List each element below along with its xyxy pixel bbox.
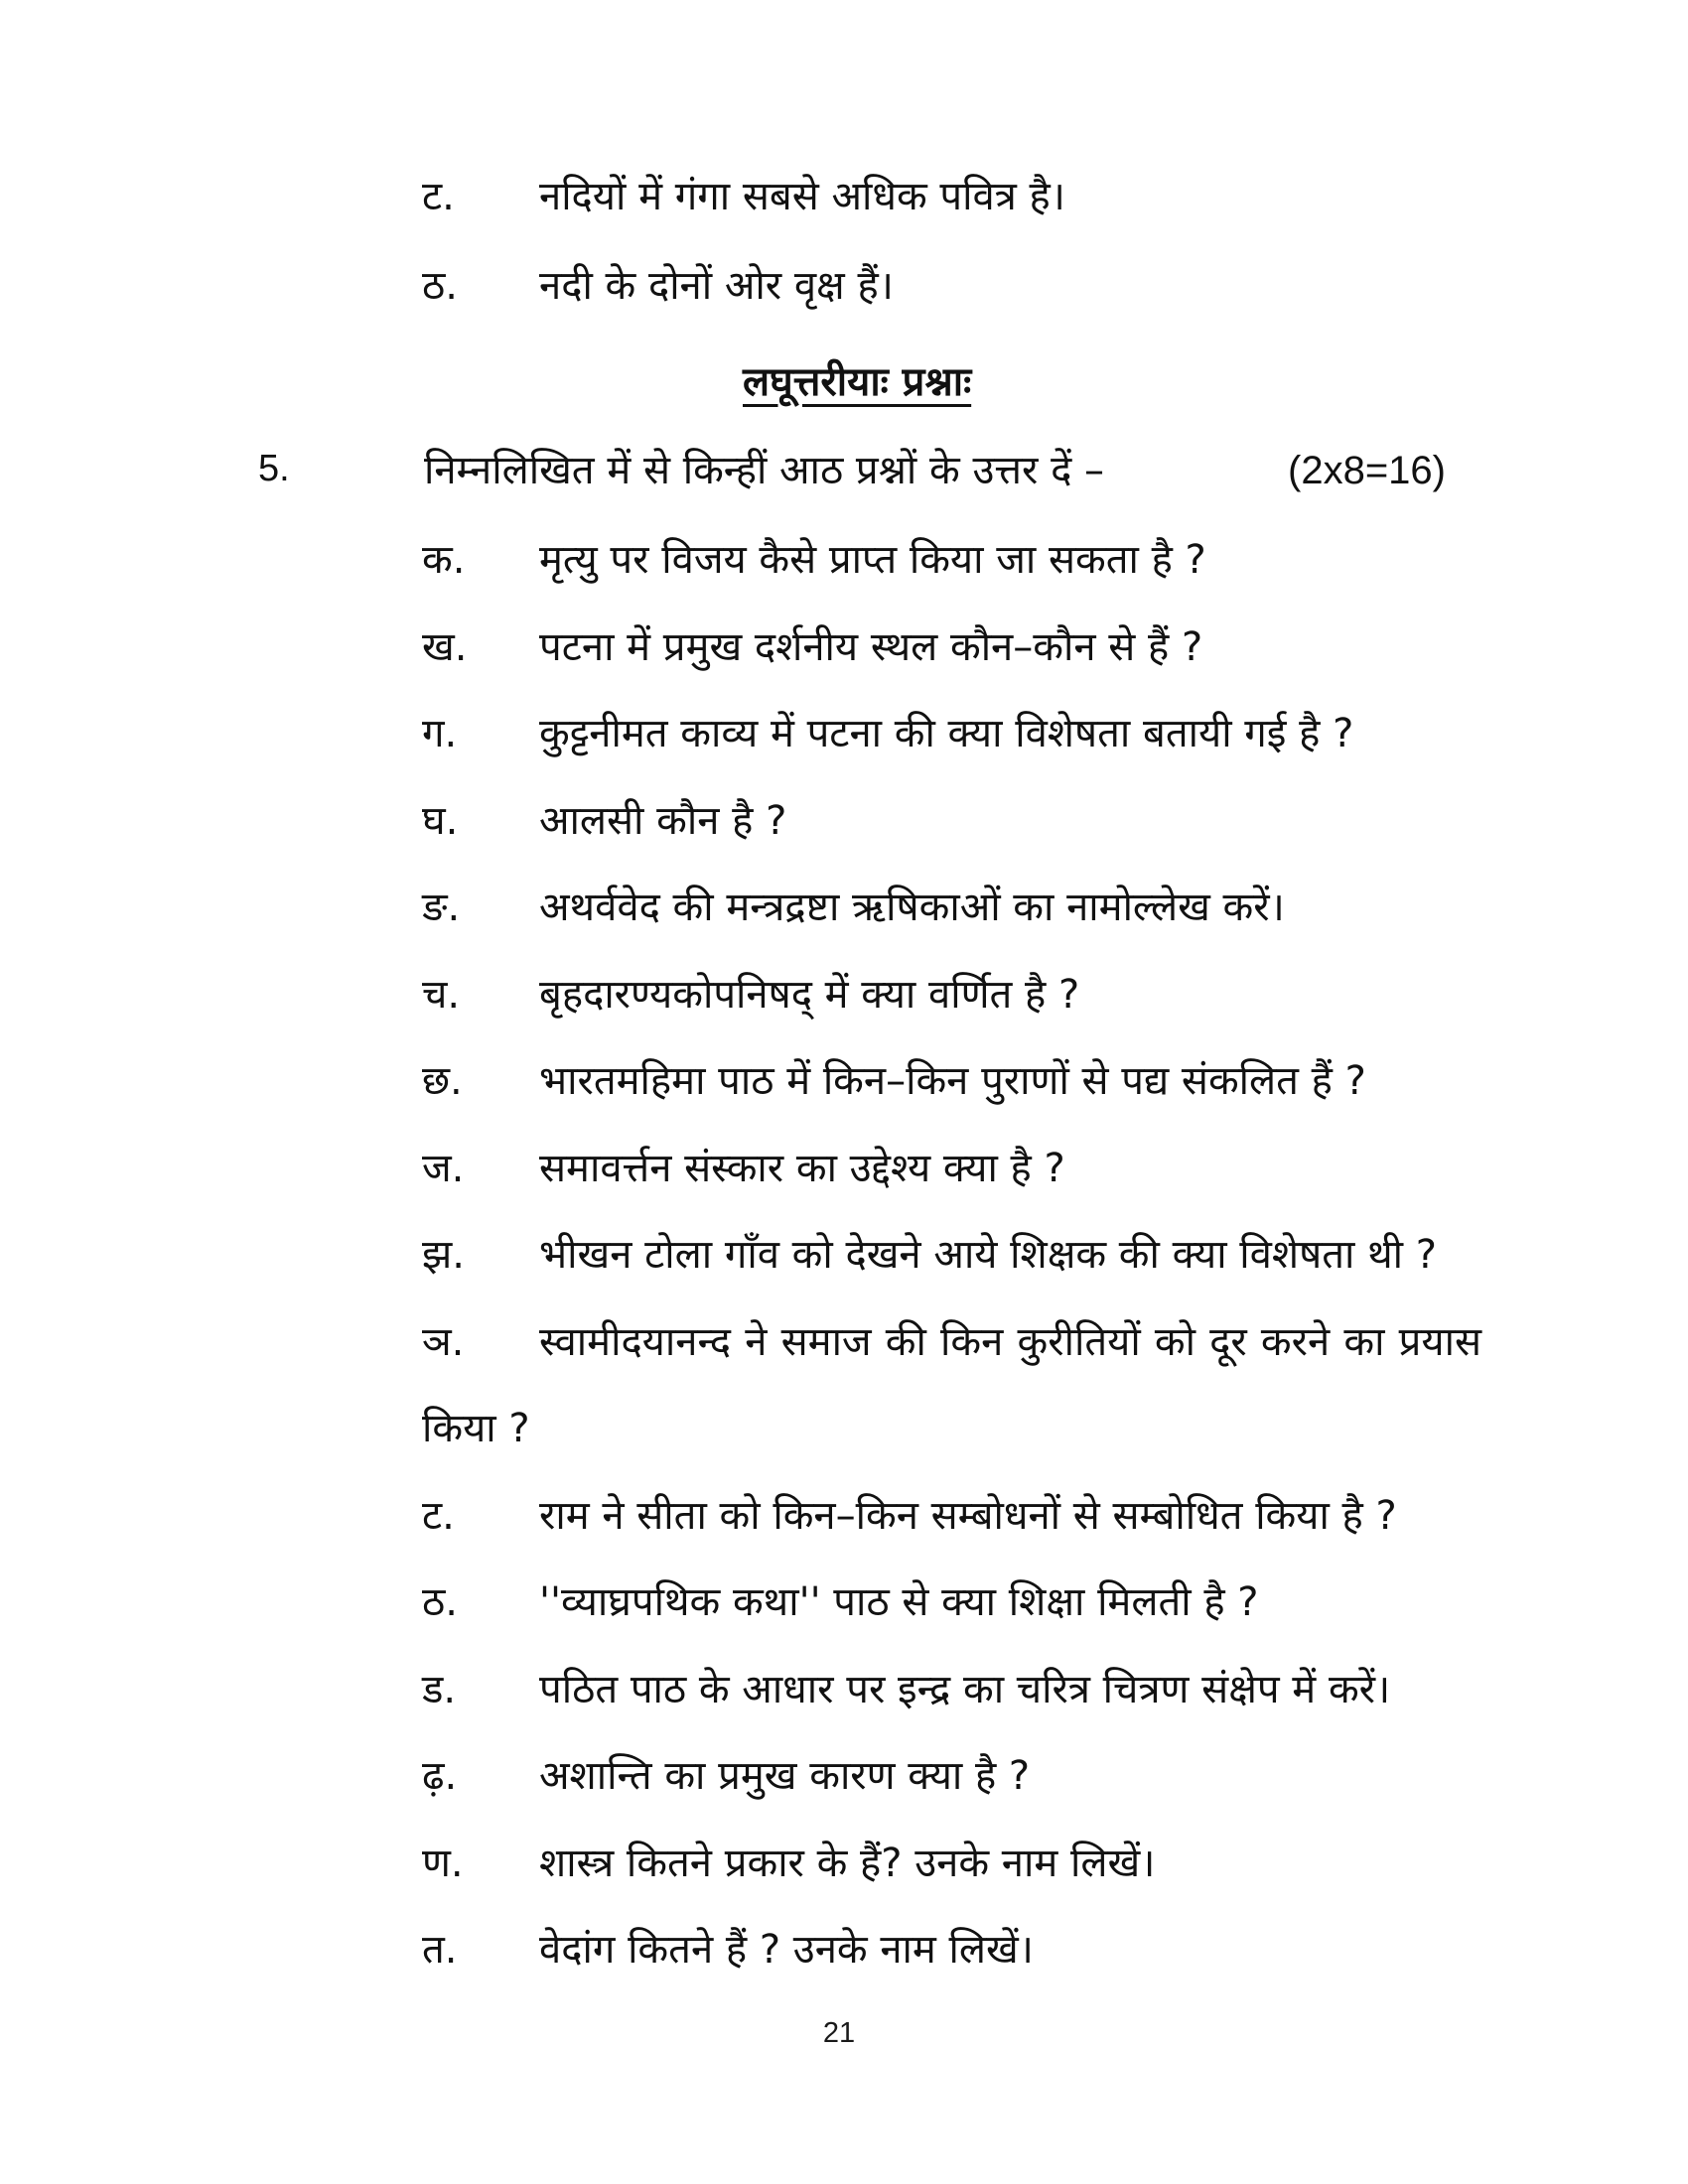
list-item-text: पटना में प्रमुख दर्शनीय स्थल कौन–कौन से हैं ? [539, 624, 1203, 670]
list-item-text: वेदांग कितने हैं ? उनके नाम लिखें। [539, 1927, 1034, 1973]
list-item-label: ज. [422, 1146, 465, 1191]
list-item-label: ङ. [422, 885, 461, 930]
question-instruction: निम्नलिखित में से किन्हीं आठ प्रश्नों के उत्तर दें – [424, 448, 1105, 493]
list-item-text: मृत्यु पर विजय कैसे प्राप्त किया जा सकता है ? [539, 537, 1206, 583]
list-item-text: नदी के दोनों ओर वृक्ष हैं। [539, 263, 894, 309]
list-item-label: ठ. [422, 263, 458, 309]
page-number: 21 [822, 2017, 856, 2049]
list-item-label: ढ़. [422, 1753, 458, 1799]
list-item-label: च. [422, 972, 461, 1018]
list-item-label: क. [422, 537, 466, 583]
list-item-text: शास्त्र कितने प्रकार के हैं? उनके नाम लिखें। [539, 1841, 1156, 1886]
list-item-label: घ. [422, 798, 459, 844]
list-item-label: ग. [422, 711, 458, 756]
list-item-text: समावर्त्तन संस्कार का उद्देश्य क्या है ? [539, 1146, 1065, 1191]
list-item-label: ट. [422, 1493, 455, 1539]
list-item-text: किया ? [422, 1406, 530, 1451]
list-item-text: भारतमहिमा पाठ में किन–किन पुराणों से पद्य संकलित हैं ? [539, 1058, 1366, 1104]
list-item-text: स्वामीदयानन्द ने समाज की किन कुरीतियों को दूर करने का प्रयास [539, 1319, 1481, 1365]
list-item-text: पठित पाठ के आधार पर इन्द्र का चरित्र चित्रण संक्षेप में करें। [539, 1667, 1391, 1712]
list-item-text: राम ने सीता को किन–किन सम्बोधनों से सम्बोधित किया है ? [539, 1493, 1397, 1539]
section-heading: लघूत्तरीयाः प्रश्नाः [743, 359, 972, 405]
list-item-text: ''व्याघ्रपथिक कथा'' पाठ से क्या शिक्षा मिलती है ? [539, 1579, 1259, 1625]
list-item-text: बृहदारण्यकोपनिषद् में क्या वर्णित है ? [539, 972, 1080, 1018]
question-number: 5. [258, 448, 290, 489]
list-item-label: ख. [422, 624, 468, 670]
list-item-text: अथर्ववेद की मन्त्रद्रष्टा ऋषिकाओं का नामोल्लेख करें। [539, 885, 1285, 930]
list-item-label: ड. [422, 1667, 457, 1712]
list-item-text: भीखन टोला गाँव को देखने आये शिक्षक की क्या विशेषता थी ? [539, 1232, 1437, 1278]
list-item-label: ट. [422, 174, 455, 219]
list-item-text: आलसी कौन है ? [539, 798, 787, 844]
list-item-text: कुट्टनीमत काव्य में पटना की क्या विशेषता बतायी गई है ? [539, 711, 1354, 756]
marks-allocation: (2x8=16) [1288, 449, 1446, 492]
list-item-label: छ. [422, 1058, 463, 1104]
list-item-label: ण. [422, 1841, 464, 1886]
list-item-label: त. [422, 1927, 458, 1973]
list-item-label: झ. [422, 1232, 465, 1278]
list-item-label: ञ. [422, 1319, 465, 1365]
list-item-label: ठ. [422, 1579, 458, 1625]
list-item-text: नदियों में गंगा सबसे अधिक पवित्र है। [539, 174, 1065, 219]
list-item-text: अशान्ति का प्रमुख कारण क्या है ? [539, 1753, 1031, 1799]
